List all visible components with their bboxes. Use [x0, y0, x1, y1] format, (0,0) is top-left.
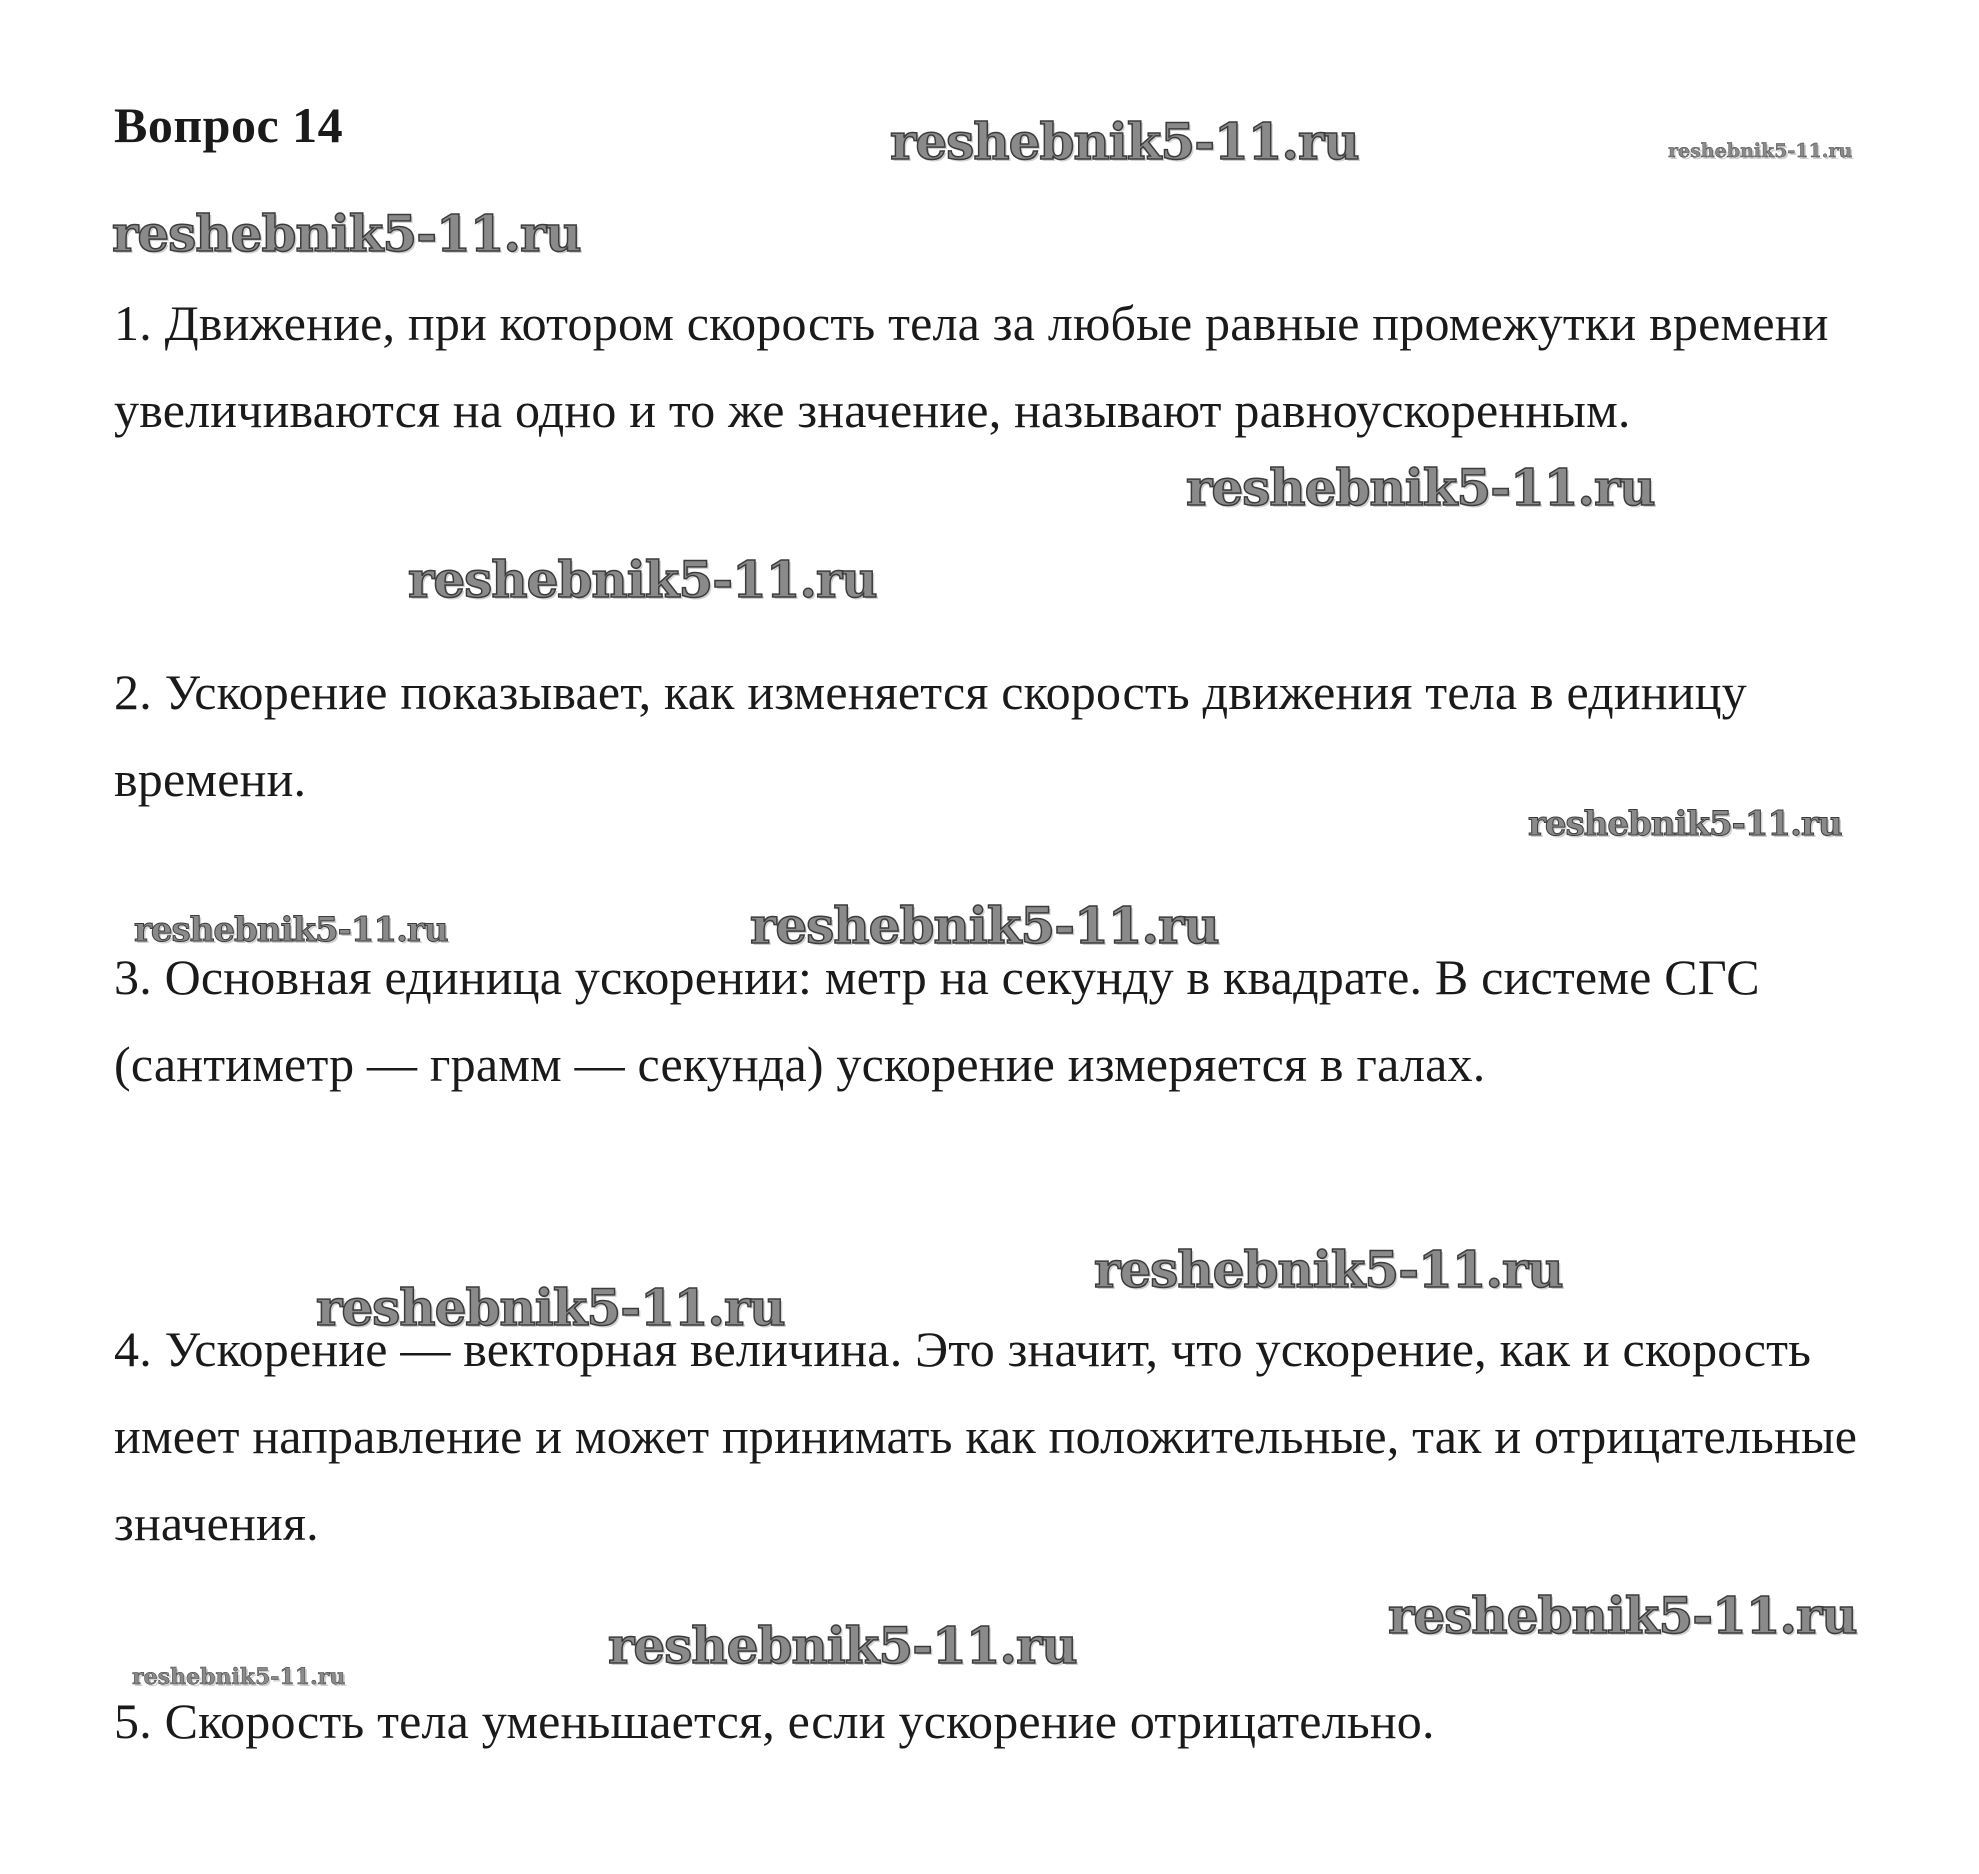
watermark: reshebnik5-11.ru	[132, 1664, 346, 1690]
watermark: reshebnik5-11.ru	[1388, 1586, 1857, 1645]
answer-1: 1. Движение, при котором скорость тела за любые равные промежутки времени увеличиваются на одно и то же значение, называют равноускоренным.	[114, 295, 1829, 438]
watermark: reshebnik5-11.ru	[608, 1616, 1077, 1675]
watermark: reshebnik5-11.ru	[750, 896, 1219, 955]
watermark: reshebnik5-11.ru	[890, 112, 1359, 171]
answer-3: 3. Основная единица ускорении: метр на секунду в квадрате. В системе СГС (сантиметр — грамм — секунда) ускорение измеряется в галах.	[114, 949, 1760, 1092]
answer-2: 2. Ускорение показывает, как изменяется скорость движения тела в единицу времени.	[114, 664, 1747, 807]
watermark: reshebnik5-11.ru	[316, 1278, 785, 1337]
question-title: Вопрос 14	[114, 97, 344, 153]
watermark: reshebnik5-11.ru	[1528, 804, 1842, 844]
watermark: reshebnik5-11.ru	[112, 204, 581, 263]
watermark: reshebnik5-11.ru	[134, 910, 448, 950]
answer-4: 4. Ускорение — векторная величина. Это значит, что ускорение, как и скорость имеет направление и может принимать как положительные, так и отрицательные значения.	[114, 1321, 1858, 1551]
watermark: reshebnik5-11.ru	[408, 550, 877, 609]
watermark: reshebnik5-11.ru	[1094, 1240, 1563, 1299]
answer-5: 5. Скорость тела уменьшается, если ускорение отрицательно.	[114, 1693, 1435, 1749]
watermark: reshebnik5-11.ru	[1186, 458, 1655, 517]
watermark: reshebnik5-11.ru	[1668, 140, 1853, 162]
